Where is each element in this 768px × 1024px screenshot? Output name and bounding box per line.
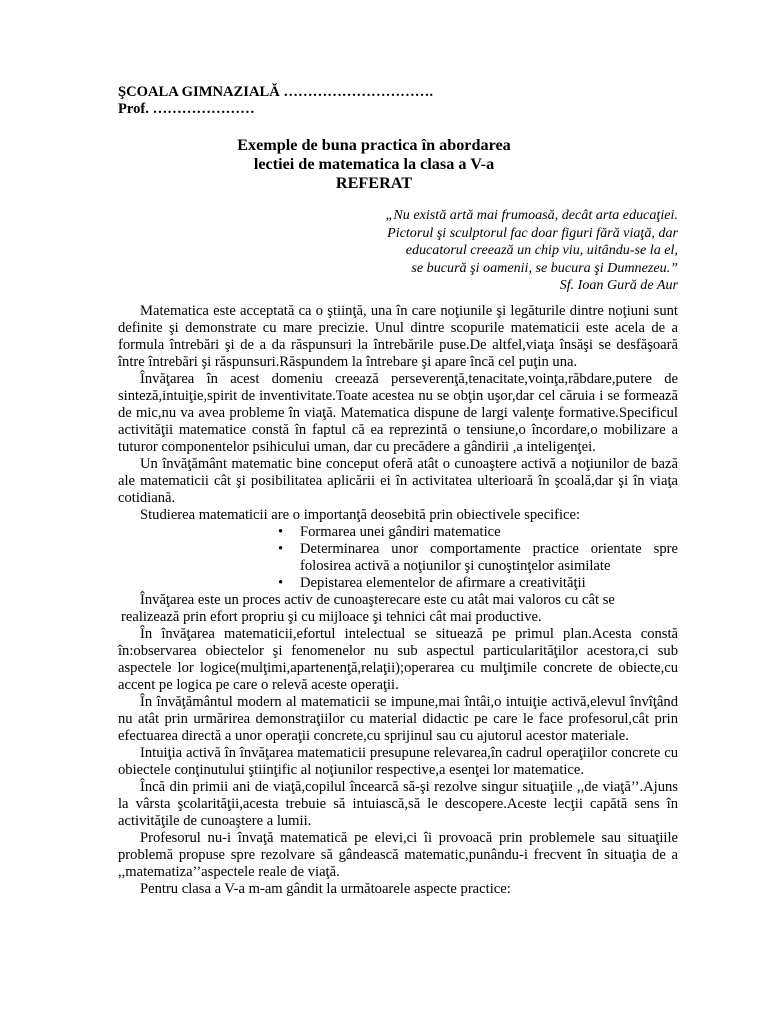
paragraph: Un învăţământ matematic bine conceput oferă atât o cunoaştere activă a noţiunilor de bază ale matematicii cât şi posibilitatea aplicării ei în activitatea ulterioară în şcoală,dar şi în viaţa cotidiană. (118, 456, 678, 506)
paragraph: În învăţământul modern al matematicii se impune,mai întâi,o intuiţie activă,elevul învîţând nu atât prin urmărirea demonstraţiilor cu material didactic pe care le face profesorul,cât prin efectuarea directă a unor operaţii concrete,cu sprijinul sau cu ajutorul acestor materiale. (118, 694, 678, 744)
paragraph: Studierea matematicii are o importanţă deosebită prin obiectivele specifice: (140, 507, 581, 523)
document-header (118, 84, 433, 118)
paragraph-continuation: realizează prin efort propriu şi cu mijloace şi tehnici cât mai productive. (121, 609, 542, 625)
motto-line: se bucură şi oamenii, se bucura şi Dumnezeu.” (411, 259, 678, 276)
paragraph: Învăţarea este un proces activ de cunoaşterecare este cu atât mai valoros cu cât se (140, 592, 615, 608)
motto-line: Pictorul şi sculptorul fac doar figuri fără viaţă, dar (387, 224, 678, 241)
objectives-list (118, 524, 678, 592)
paragraph: Profesorul nu-i învaţă matematică pe elevi,ci îi provoacă prin problemele sau situaţiile problemă propuse spre rezolvare să gândească matematic,punându-i frecvent în situaţia de a ,,matematiza’’aspectele reale de viaţă. (118, 830, 678, 880)
list-item: • Formarea unei gândiri matematice (278, 524, 678, 541)
motto-quote (318, 207, 678, 295)
list-item: • Depistarea elementelor de afirmare a creativităţii (278, 575, 678, 592)
title-line-3: REFERAT (335, 174, 413, 192)
prof-line: Prof. ………………… (118, 101, 255, 117)
title-line-1: Exemple de buna practica în abordarea (237, 136, 511, 154)
paragraph: Pentru clasa a V-a m-am gândit la următoarele aspecte practice: (140, 881, 511, 897)
title-line-2: lectiei de matematica la clasa a V-a (253, 155, 495, 173)
paragraph: Intuiţia activă în învăţarea matematicii presupune relevarea,în cadrul operaţiilor concrete cu obiectele conţinutului ştiinţific al noţiunilor respective,a esenţei lor matematice. (118, 745, 678, 778)
paragraph: Învăţarea în acest domeniu creează perseverenţă,tenacitate,voinţa,răbdare,putere de sinteză,intuiţie,spirit de inventivitate.Toate acestea nu se obţin uşor,dar cel căruia i se formează de mic,nu va avea probleme în viaţă. Matematica dispune de largi valenţe formative.Specificul activităţii matematice constă în faptul că ea reprezintă o tensiune,o încordare,o mobilizare a tuturor componentelor psihicului uman, dar cu precădere a gândirii ,a inteligenţei. (118, 371, 678, 455)
paragraph: În învăţarea matematicii,efortul intelectual se situează pe primul plan.Acesta constă în:observarea obiectelor şi fenomenelor nu sub aspectul particularităţilor acestora,ci sub aspectele lor logice(mulţimi,apartenenţă,relaţii);operarea cu mulţimile concrete de obiecte,cu accent pe logica pe care o relevă aceste operaţii. (118, 626, 678, 693)
document-title (118, 136, 630, 193)
list-item: • Determinarea unor comportamente practice orientate spre folosirea activă a noţiunilor şi cunoştinţelor asimilate (278, 541, 678, 575)
paragraph: Încă din primii ani de viaţă,copilul încearcă să-şi rezolve singur situaţiile ,,de viaţă’’.Ajuns la vârsta şcolarităţii,acesta trebuie să intuiască,să le descopere.Aceste lecţii capătă sens în activităţile de cunoaştere a lumii. (118, 779, 678, 829)
document-body (118, 303, 678, 898)
paragraph: Matematica este acceptată ca o ştiinţă, una în care noţiunile şi legăturile dintre noţiuni sunt definite şi demonstrate cu mare precizie. Unul dintre scopurile matematicii este acela de a formula întrebări şi de a da răspunsuri la întrebările puse.De altfel,viaţa însăşi se desfăşoară între întrebări şi răspunsuri.Răspundem la întrebare şi apare încă cel puţin una. (118, 303, 678, 370)
school-line: ŞCOALA GIMNAZIALĂ …………………………. (118, 84, 434, 100)
motto-author: Sf. Ioan Gură de Aur (559, 277, 678, 293)
motto-line: educatorul creează un chip viu, uitându-se la el, (405, 242, 678, 258)
motto-line: „Nu există artă mai frumoasă, decât arta educaţiei. (385, 207, 678, 223)
